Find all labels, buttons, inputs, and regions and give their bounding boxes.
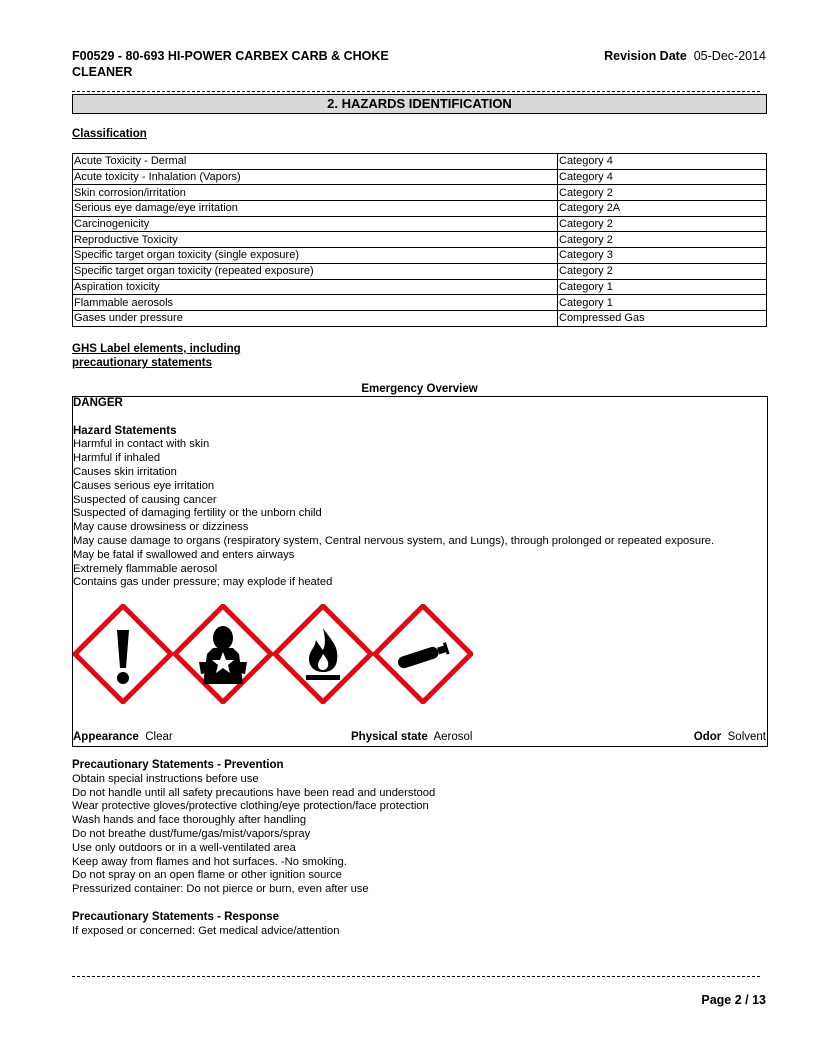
section-title: 2. HAZARDS IDENTIFICATION	[72, 94, 767, 114]
prevention-statement: Do not breathe dust/fume/gas/mist/vapors/spray	[72, 827, 311, 840]
hazard-category-cell: Category 3	[558, 248, 767, 264]
hazard-category-cell: Category 4	[558, 169, 767, 185]
hazard-class-cell: Skin corrosion/irritation	[73, 185, 558, 201]
prevention-section	[72, 759, 435, 897]
response-statement: If exposed or concerned: Get medical advice/attention	[72, 924, 340, 937]
hazard-class-cell: Reproductive Toxicity	[73, 232, 558, 248]
emergency-overview-title: Emergency Overview	[361, 383, 478, 395]
hazard-category-cell: Category 4	[558, 154, 767, 170]
hazard-class-cell: Acute toxicity - Inhalation (Vapors)	[73, 169, 558, 185]
hazard-category-cell: Category 1	[558, 279, 767, 295]
table-row	[73, 279, 767, 295]
prevention-statement: Wash hands and face thoroughly after handling	[72, 814, 307, 827]
prevention-statement: Do not spray on an open flame or other ignition source	[72, 869, 342, 882]
revision-date: 05-Dec-2014	[693, 49, 766, 63]
product-title-line1: F00529 - 80-693 HI-POWER CARBEX CARB & CHOKE	[72, 49, 389, 63]
physical-state-field	[351, 731, 472, 743]
hazard-statement: Causes skin irritation	[73, 465, 177, 478]
prevention-list	[72, 773, 435, 897]
table-row	[73, 201, 767, 217]
appearance-value: Clear	[145, 731, 173, 743]
classification-table	[72, 153, 767, 327]
odor-label: Odor	[693, 731, 722, 743]
prevention-statement: Pressurized container: Do not pierce or burn, even after use	[72, 883, 369, 896]
hazard-statement: May cause damage to organs (respiratory system, Central nervous system, and Lungs), through prolonged or repeated exposure.	[73, 534, 715, 547]
hazard-statement: Harmful if inhaled	[73, 452, 161, 465]
table-row	[73, 232, 767, 248]
revision-info	[604, 48, 766, 64]
hazard-class-cell: Serious eye damage/eye irritation	[73, 201, 558, 217]
product-title-line2: CLEANER	[72, 65, 133, 79]
table-row	[73, 216, 767, 232]
emergency-overview-text	[73, 397, 714, 590]
table-row	[73, 263, 767, 279]
hazard-statements-heading: Hazard Statements	[73, 424, 177, 437]
classification-heading: Classification	[72, 128, 147, 140]
footer-divider	[72, 976, 760, 977]
hazard-statement: May be fatal if swallowed and enters airways	[73, 548, 295, 561]
table-row	[73, 248, 767, 264]
ghs-heading-line2: precautionary statements	[72, 357, 212, 369]
hazard-class-cell: Carcinogenicity	[73, 216, 558, 232]
hazard-statement: Harmful in contact with skin	[73, 438, 210, 451]
signal-word: DANGER	[73, 397, 123, 409]
hazard-class-cell: Gases under pressure	[73, 310, 558, 326]
physical-state-label: Physical state	[351, 731, 428, 743]
health-hazard-icon	[173, 604, 273, 704]
prevention-statement: Use only outdoors or in a well-ventilated area	[72, 841, 296, 854]
hazard-statements-list	[73, 438, 714, 590]
table-row	[73, 310, 767, 326]
revision-label: Revision Date	[604, 49, 687, 63]
hazard-class-cell: Aspiration toxicity	[73, 279, 558, 295]
flame-icon	[273, 604, 373, 704]
hazard-statement: Extremely flammable aerosol	[73, 562, 218, 575]
exclamation-mark-icon	[73, 604, 173, 704]
hazard-statement: May cause drowsiness or dizziness	[73, 521, 249, 534]
prevention-statement: Do not handle until all safety precautions have been read and understood	[72, 786, 436, 799]
appearance-field	[73, 731, 173, 743]
physical-state-value: Aerosol	[433, 731, 473, 743]
hazard-class-cell: Specific target organ toxicity (single exposure)	[73, 248, 558, 264]
page-number: Page 2 / 13	[701, 993, 766, 1007]
gas-cylinder-icon	[373, 604, 473, 704]
table-row	[73, 169, 767, 185]
hazard-category-cell: Category 2	[558, 216, 767, 232]
response-list	[72, 925, 339, 939]
prevention-statement: Wear protective gloves/protective clothing/eye protection/face protection	[72, 800, 429, 813]
response-section	[72, 911, 339, 939]
ghs-heading-line1: GHS Label elements, including	[72, 343, 241, 355]
hazard-class-cell: Acute Toxicity - Dermal	[73, 154, 558, 170]
hazard-category-cell: Category 2	[558, 263, 767, 279]
hazard-class-cell: Specific target organ toxicity (repeated exposure)	[73, 263, 558, 279]
hazard-statement: Causes serious eye irritation	[73, 479, 215, 492]
hazard-category-cell: Category 2A	[558, 201, 767, 217]
ghs-label-heading	[72, 342, 241, 370]
prevention-heading: Precautionary Statements - Prevention	[72, 759, 284, 771]
prevention-statement: Obtain special instructions before use	[72, 772, 259, 785]
appearance-label: Appearance	[73, 731, 139, 743]
header-divider	[72, 91, 760, 92]
product-title	[72, 48, 452, 80]
table-row	[73, 154, 767, 170]
hazard-statement: Suspected of causing cancer	[73, 493, 217, 506]
hazard-statement: Suspected of damaging fertility or the unborn child	[73, 507, 322, 520]
hazard-statement: Contains gas under pressure; may explode if heated	[73, 576, 333, 589]
odor-field	[694, 731, 766, 743]
prevention-statement: Keep away from flames and hot surfaces. -No smoking.	[72, 855, 347, 868]
table-row	[73, 185, 767, 201]
hazard-category-cell: Compressed Gas	[558, 310, 767, 326]
table-row	[73, 295, 767, 311]
hazard-category-cell: Category 1	[558, 295, 767, 311]
hazard-category-cell: Category 2	[558, 185, 767, 201]
hazard-category-cell: Category 2	[558, 232, 767, 248]
odor-value: Solvent	[727, 731, 766, 743]
response-heading: Precautionary Statements - Response	[72, 911, 280, 923]
hazard-class-cell: Flammable aerosols	[73, 295, 558, 311]
